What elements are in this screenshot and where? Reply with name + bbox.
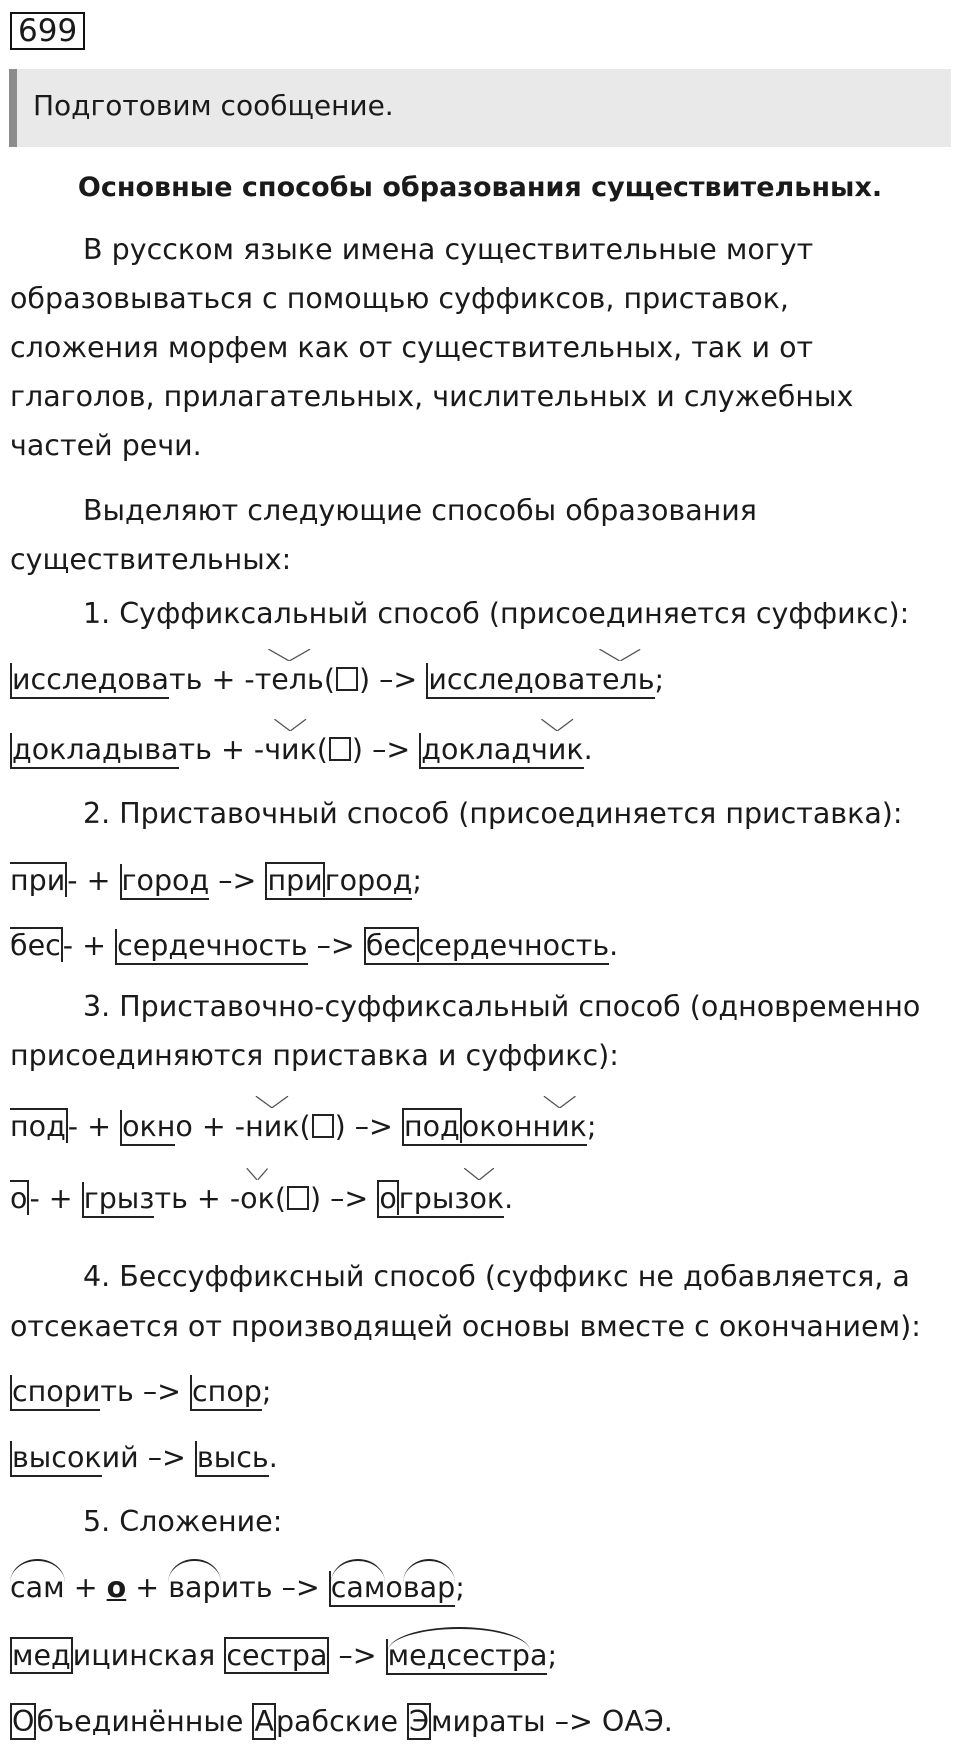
suffix-mark: ок: [240, 1182, 275, 1215]
intro-line: сложения морфем как от существительных, так и от: [10, 331, 814, 364]
root-mark: докладыва: [10, 733, 179, 769]
intro-line: образовываться с помощью суффиксов, приставок,: [10, 282, 789, 315]
null-ending-icon: [312, 1114, 334, 1138]
initial-box: О: [12, 1705, 35, 1738]
abbrev-box: сестра: [226, 1639, 328, 1672]
example-3: при- + город –> пригород;: [10, 862, 422, 900]
root-mark: исследова: [10, 663, 169, 699]
method-4-line-2: отсекается от производящей основы вместе с окончанием):: [10, 1310, 921, 1343]
banner: [9, 69, 951, 147]
intro-line: частей речи.: [10, 429, 202, 462]
method-3-line-2: присоединяются приставка и суффикс):: [10, 1039, 619, 1072]
null-ending-icon: [329, 737, 351, 761]
null-ending-icon: [336, 667, 358, 691]
root-mark: город: [120, 864, 210, 900]
suffix-mark: чик: [264, 733, 317, 766]
example-11: Объединённые Арабские Эмираты –> ОАЭ.: [12, 1705, 673, 1738]
types-intro-line: Выделяют следующие способы образования: [83, 494, 757, 527]
initial-box: А: [254, 1705, 274, 1738]
page-title: Основные способы образования существительных.: [77, 172, 883, 203]
example-2: докладывать + -чик( ) –> докладчик.: [10, 733, 593, 769]
types-intro-line: существительных:: [10, 543, 292, 576]
example-8: высокий –> высь.: [10, 1441, 278, 1477]
prefix-mark: при: [10, 864, 66, 897]
example-9: сам + о + варить –> самовар;: [10, 1571, 465, 1607]
method-5: 5. Сложение:: [83, 1505, 283, 1538]
initial-box: Э: [409, 1705, 429, 1738]
root-mark: исследователь: [426, 663, 654, 699]
root-mark: высок: [10, 1441, 102, 1477]
example-10: медицинская сестра –> медсестра;: [10, 1637, 557, 1675]
root-mark: спори: [10, 1375, 100, 1411]
suffix-mark: тель: [254, 663, 324, 696]
example-1: исследовать + -тель( ) –> исследователь;: [10, 663, 664, 699]
root-mark: грыз: [82, 1182, 155, 1218]
root-mark: докладчик: [419, 733, 583, 769]
banner-text: Подготовим сообщение.: [33, 89, 394, 122]
abbrev-box: мед: [12, 1639, 71, 1672]
intro-line: В русском языке имена существительные могут: [83, 233, 814, 266]
method-2: 2. Приставочный способ (присоединяется приставка):: [83, 797, 903, 830]
task-number: 699: [10, 12, 85, 50]
root-arc-mark: сам: [10, 1571, 65, 1604]
prefix-mark: о: [10, 1182, 28, 1215]
example-4: бес- + сердечность –> бессердечность.: [10, 927, 618, 965]
root-mark: сердечность: [115, 929, 308, 965]
example-5: под- + окно + -ник( ) –> подоконник;: [10, 1108, 596, 1146]
suffix-mark: ник: [245, 1110, 300, 1143]
method-4-line-1: 4. Бессуффиксный способ (суффикс не добавляется, а: [83, 1260, 910, 1293]
example-6: о- + грызть + -ок( ) –> огрызок.: [10, 1180, 513, 1218]
prefix-mark: под: [10, 1110, 66, 1143]
prefix-mark: бес: [10, 929, 61, 962]
root-mark: окн: [120, 1110, 175, 1146]
intro-line: глаголов, прилагательных, числительных и служебных: [10, 380, 854, 413]
connecting-vowel: о: [106, 1571, 127, 1604]
example-7: спорить –> спор;: [10, 1375, 271, 1411]
method-1: 1. Суффиксальный способ (присоединяется суффикс):: [83, 597, 910, 630]
root-arc-mark: вар: [168, 1571, 221, 1604]
null-ending-icon: [287, 1186, 309, 1210]
method-3-line-1: 3. Приставочно-суффиксальный способ (одновременно: [83, 990, 921, 1023]
